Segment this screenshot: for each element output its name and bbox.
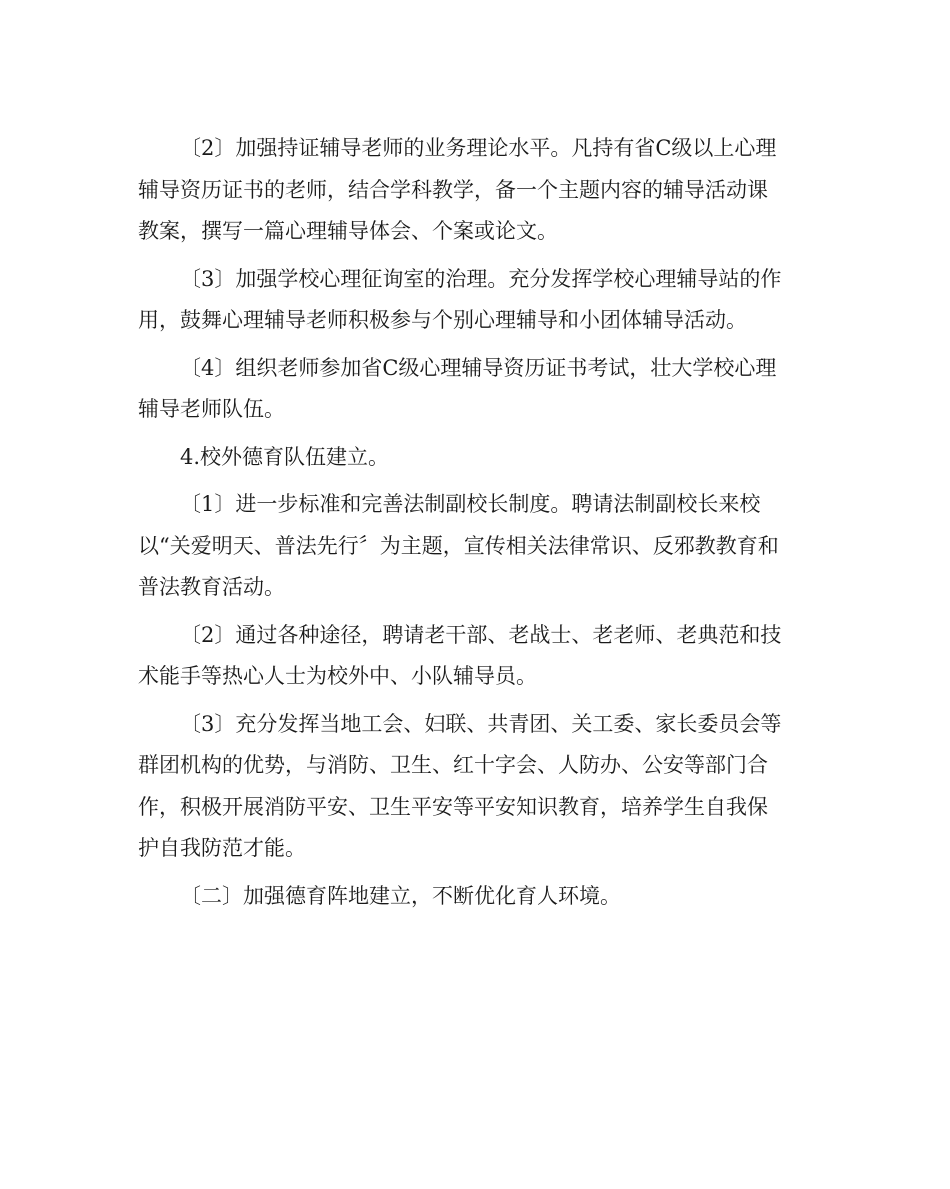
- text-line: 〔3〕充分发挥当地工会、妇联、共青团、关工委、家长委员会等: [180, 711, 782, 736]
- paragraph-4: [138, 437, 814, 479]
- text-line: 辅导资历证书的老师，结合学科教学，备一个主题内容的辅导活动课: [138, 177, 768, 202]
- text-line: 普法教育活动。: [138, 575, 285, 599]
- text-line: 辅导老师队伍。: [138, 397, 285, 421]
- text-line: 术能手等热心人士为校外中、小队辅导员。: [138, 664, 537, 688]
- text-line: 护自我防范才能。: [138, 836, 306, 860]
- paragraph-6: [138, 615, 814, 698]
- section-heading: 4.校外德育队伍建立。: [180, 444, 390, 469]
- text-line: 〔2〕通过各种途径，聘请老干部、老战士、老老师、老典范和技: [180, 622, 782, 647]
- paragraph-8: [138, 876, 814, 918]
- text-line: 〔1〕进一步标准和完善法制副校长制度。聘请法制副校长来校: [180, 492, 761, 516]
- text-line: 作，积极开展消防平安、卫生平安等平安知识教育，培养学生自我保: [138, 794, 768, 819]
- paragraph-5: [138, 484, 814, 609]
- text-line: 〔3〕加强学校心理征询室的治理。充分发挥学校心理辅导站的作: [180, 266, 782, 291]
- text-line: 以“关爱明天、普法先行〞为主题，宣传相关法律常识、反邪教教育和: [138, 533, 779, 558]
- paragraph-2: [138, 259, 814, 342]
- paragraph-1: [138, 128, 814, 253]
- paragraph-7: [138, 704, 814, 870]
- text-line: 教案，撰写一篇心理辅导体会、个案或论文。: [138, 219, 558, 243]
- document-body: [138, 128, 814, 917]
- text-line: 群团机构的优势，与消防、卫生、红十字会、人防办、公安等部门合: [138, 753, 768, 777]
- text-line: 用，鼓舞心理辅导老师积极参与个别心理辅导和小团体辅导活动。: [138, 308, 747, 332]
- section-heading: 〔二〕加强德育阵地建立，不断优化育人环境。: [180, 883, 621, 908]
- text-line: 〔4〕组织老师参加省C级心理辅导资历证书考试，壮大学校心理: [180, 355, 777, 380]
- paragraph-3: [138, 348, 814, 431]
- text-line: 〔2〕加强持证辅导老师的业务理论水平。凡持有省C级以上心理: [180, 136, 777, 160]
